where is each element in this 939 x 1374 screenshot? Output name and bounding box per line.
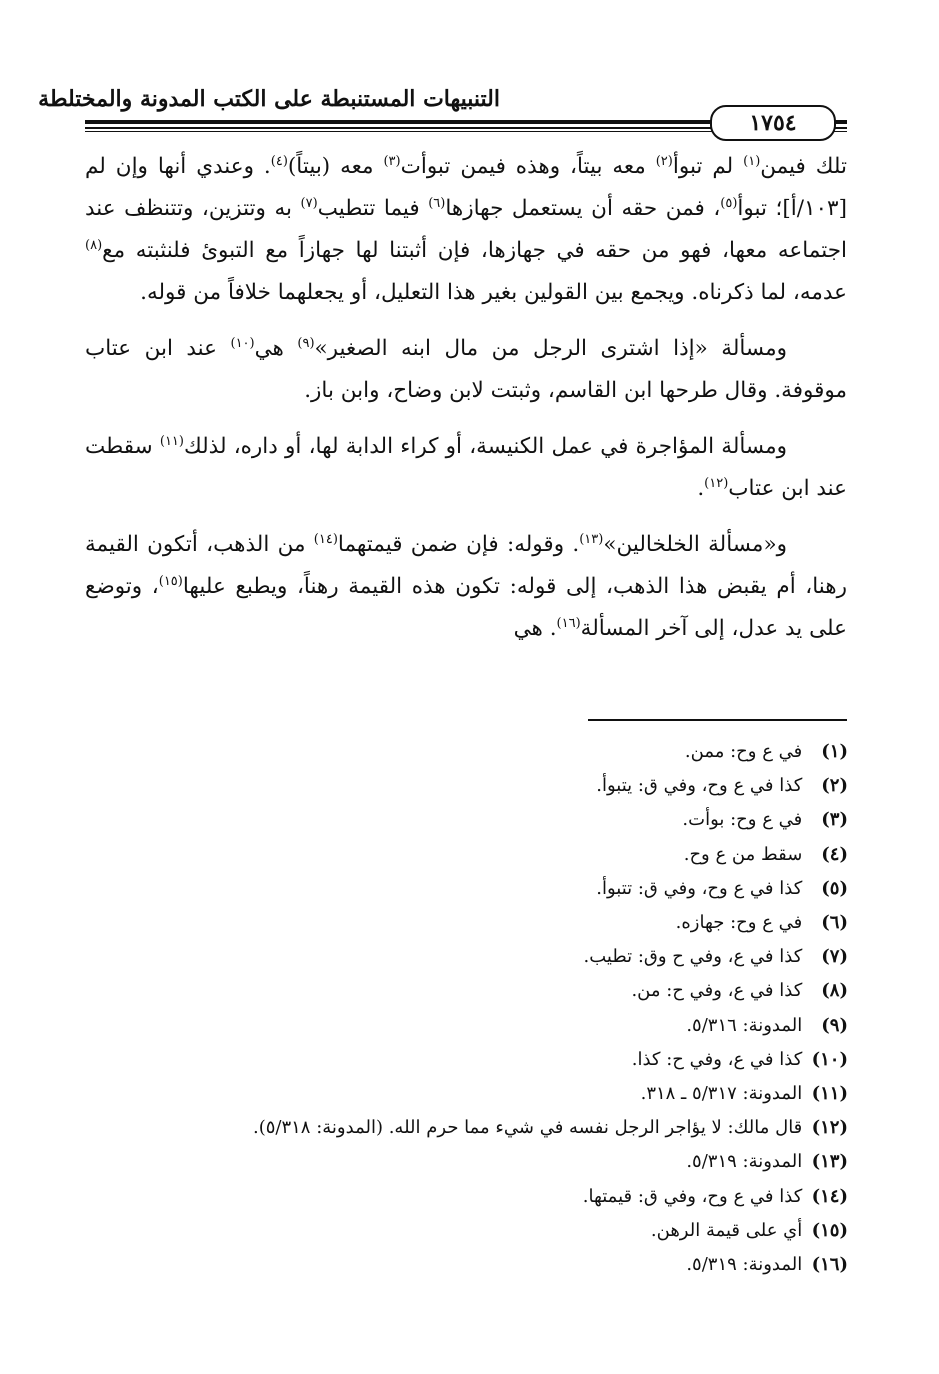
text-segment: معه بيتاً، وهذه فيمن تبوأت	[400, 154, 656, 179]
footnote-ref: (١١)	[159, 433, 184, 449]
footnote-ref: (٧)	[300, 195, 318, 211]
footnote-ref: (٦)	[428, 195, 446, 211]
footnote-text: كذا في ع، وفي ح: من.	[631, 980, 808, 1002]
footnote-ref: (١)	[743, 153, 761, 169]
footnote-ref: (١٢)	[704, 475, 729, 491]
text-segment: . هي	[513, 616, 557, 641]
footnote-text: المدونة: ٥/٣١٩.	[686, 1151, 808, 1173]
text-segment: سقطت عند ابن عتاب	[85, 434, 847, 501]
text-segment: عند ابن عتاب موقوفة. وقال طرحها ابن القاسم، وثبتت لابن وضاح، وابن باز.	[85, 336, 847, 403]
main-text	[85, 146, 847, 664]
page-number-badge: ١٧٥٤	[710, 105, 836, 141]
footnote-number: (١٤)	[811, 1185, 848, 1207]
footnote-text: قال مالك: لا يؤاجر الرجل نفسه في شيء مما حرم الله. (المدونة: ٥/٣١٨).	[252, 1117, 808, 1139]
footnote-item	[85, 906, 848, 940]
paragraph	[85, 524, 847, 650]
footnote-text: سقط من ع وح.	[683, 843, 808, 865]
footnote-ref: (١٦)	[556, 615, 581, 631]
footnote-item	[85, 769, 848, 803]
footnote-item	[85, 1111, 848, 1145]
footnote-ref: (٣)	[383, 153, 401, 169]
footnote-item	[85, 735, 848, 769]
footnote-number: (٩)	[821, 1014, 848, 1036]
footnote-item	[85, 838, 848, 872]
text-segment: و«مسألة الخلخالين»	[603, 532, 787, 557]
footnote-item	[85, 974, 848, 1008]
footnote-ref: (١٣)	[579, 531, 604, 547]
footnote-ref: (٢)	[655, 153, 673, 169]
footnote-number: (٦)	[821, 912, 848, 934]
footnote-text: المدونة: ٥/٣١٦.	[686, 1014, 808, 1036]
footnote-item	[85, 1077, 848, 1111]
text-segment: . وقوله: فإن ضمن قيمتهما	[337, 532, 580, 557]
footnote-number: (٨)	[821, 980, 848, 1002]
footnote-text: المدونة: ٥/٣١٩.	[686, 1254, 808, 1276]
footnote-ref: (٥)	[720, 195, 738, 211]
footnote-item	[85, 1043, 848, 1077]
footnote-item	[85, 940, 848, 974]
footnote-text: المدونة: ٥/٣١٧ ـ ٣١٨.	[640, 1083, 808, 1105]
text-segment: ، وتوضع على يد عدل، إلى آخر المسألة	[85, 574, 847, 641]
footnote-number: (١٣)	[811, 1151, 848, 1173]
footnote-number: (٢)	[821, 775, 848, 797]
footnote-number: (١)	[821, 741, 848, 762]
text-segment: عدمه، لما ذكرناه. ويجمع بين القولين بغير هذا التعليل، أو يجعلهما خلافاً من قوله.	[140, 280, 847, 305]
footnote-ref: (٨)	[85, 237, 103, 253]
footnote-separator	[588, 719, 847, 721]
footnote-item	[85, 803, 848, 837]
footnote-text: أي على قيمة الرهن.	[650, 1219, 808, 1241]
footnote-ref: (٤)	[270, 153, 288, 169]
footnote-item	[85, 872, 848, 906]
footnote-text: في ع وح: بوأت.	[682, 809, 808, 831]
footnote-number: (٣)	[821, 809, 848, 831]
footnote-number: (١٠)	[811, 1048, 848, 1070]
footnote-number: (٧)	[821, 946, 848, 968]
paragraph	[85, 328, 847, 412]
footnote-item	[85, 1009, 848, 1043]
footnotes-list	[85, 735, 848, 1282]
text-segment: ومسألة المؤاجرة في عمل الكنيسة، أو كراء الدابة لها، أو داره، لذلك	[183, 434, 787, 459]
footnote-text: كذا في ع وح، وفي ق: يتبوأ.	[596, 775, 808, 797]
footnote-text: كذا في ع، وفي ح وق: تطيب.	[583, 946, 808, 968]
footnote-text: في ع وح: ممن.	[684, 741, 808, 762]
text-segment: لم تبوأ	[672, 154, 744, 179]
footnote-ref: (٩)	[297, 335, 315, 351]
footnote-text: كذا في ع، وفي ح: كذا.	[631, 1048, 808, 1070]
text-segment: هي	[254, 336, 298, 361]
footnote-number: (٤)	[821, 843, 848, 865]
footnote-text: كذا في ع وح، وفي ق: تتبوأ.	[596, 877, 808, 899]
text-segment: ، فمن حقه أن يستعمل جهازها	[445, 196, 721, 221]
footnote-number: (١١)	[811, 1083, 848, 1105]
footnote-number: (١٥)	[811, 1219, 848, 1241]
text-segment: به وتتزين، وتتنظف عند اجتماعه معها، فهو من حقه في جهازها، فإن أثبتنا لها جهازاً مع التبوئ فلنثبته مع	[85, 196, 847, 263]
text-segment: . وعندي أنها وإن لم [١٠٣/أ]؛ تبوأ	[85, 154, 847, 221]
footnote-ref: (١٠)	[230, 335, 255, 351]
footnote-item	[85, 1180, 848, 1214]
footnote-ref: (١٥)	[158, 573, 183, 589]
footnote-number: (١٦)	[811, 1254, 848, 1276]
footnote-text: كذا في ع وح، وفي ق: قيمتها.	[582, 1185, 808, 1207]
footnote-item	[85, 1214, 848, 1248]
paragraph	[85, 426, 847, 510]
footnote-item	[85, 1248, 848, 1282]
running-header-title: التنبيهات المستنبطة على الكتب المدونة والمختلطة	[38, 86, 500, 112]
text-segment: من الذهب، أتكون القيمة رهنا، أم يقبض هذا الذهب، إلى قوله: تكون هذه القيمة رهناً، ويطبع عليها	[85, 532, 848, 599]
footnote-number: (٥)	[821, 877, 848, 899]
footnote-text: في ع وح: جهازه.	[675, 912, 808, 934]
text-segment: تلك فيمن	[760, 154, 847, 179]
text-segment: ومسألة «إذا اشترى الرجل من مال ابنه الصغير»	[314, 336, 788, 361]
text-segment: .	[697, 476, 705, 501]
text-segment: فيما تتطيب	[317, 196, 429, 221]
footnote-item	[85, 1145, 848, 1179]
text-segment: معه (بيتاً)	[287, 154, 384, 179]
paragraph	[85, 146, 847, 314]
footnote-number: (١٢)	[811, 1117, 848, 1139]
footnote-ref: (١٤)	[313, 531, 338, 547]
